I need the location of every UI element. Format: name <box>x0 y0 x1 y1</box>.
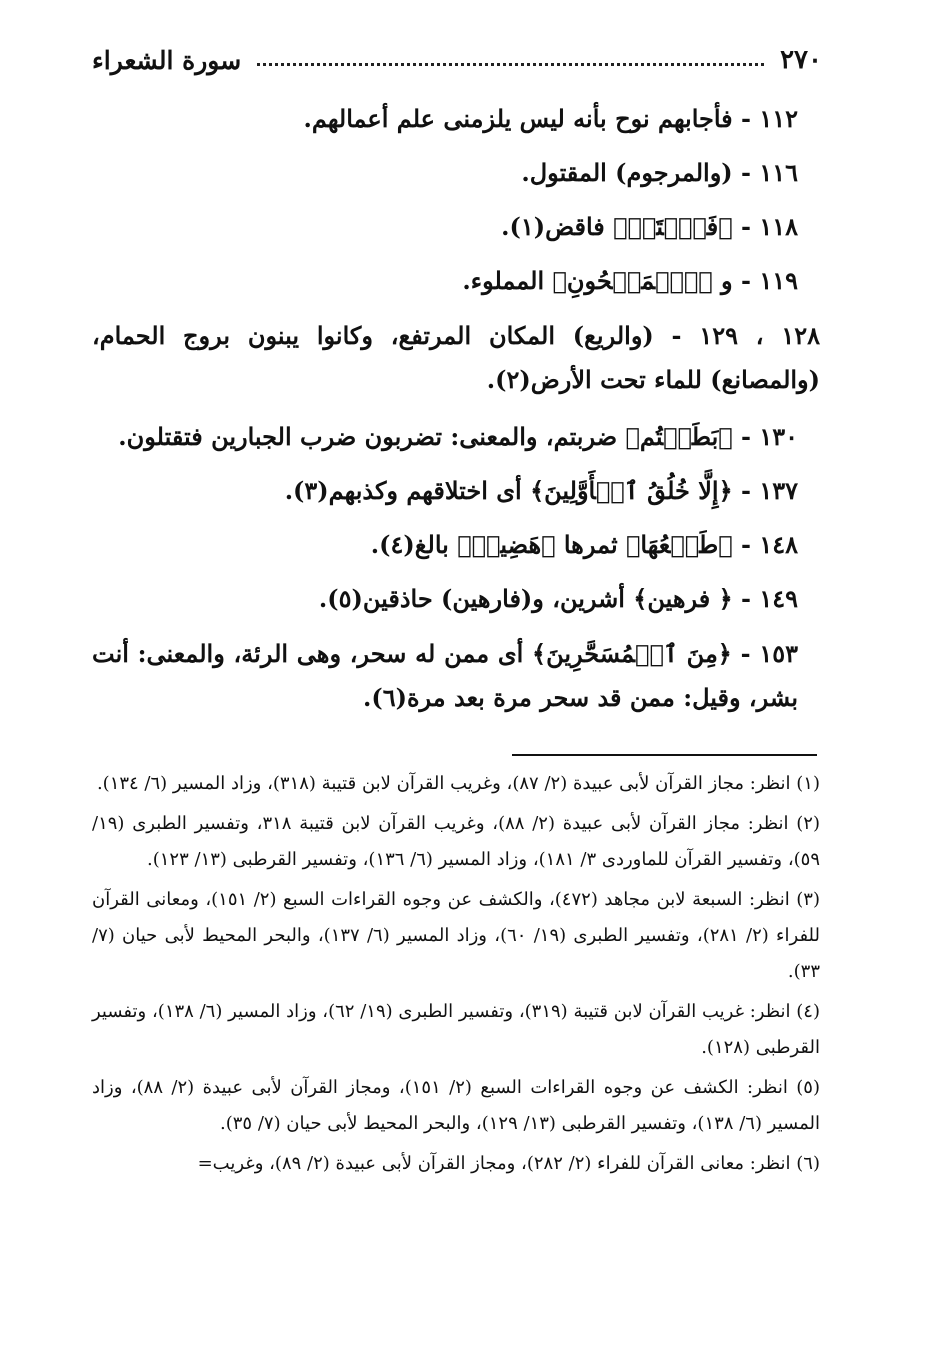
page-number: ٢٧٠ <box>780 45 822 75</box>
verse-entry-118: ١١٨ - ﴿فَٱفۡتَحۡ﴾ فاقض(١). <box>501 212 798 241</box>
footnotes <box>92 766 820 1186</box>
footnote-1: (١) انظر: مجاز القرآن لأبى عبيدة (٢/ ٨٧)، وغريب القرآن لابن قتيبة (٣١٨)، وزاد المسير (٦/ ١٣٤). <box>96 773 820 794</box>
footnote-separator <box>512 754 817 756</box>
verse-entry-137: ١٣٧ - ﴿إِلَّا خُلُقُ ٱلۡأَوَّلِينَ﴾ أى اختلاقهم وكذبهم(٣). <box>284 476 798 505</box>
footnote-5: (٥) انظر: الكشف عن وجوه القراءات السبع (٢/ ١٥١)، ومجاز القرآن لأبى عبيدة (٢/ ٨٨)، وزاد المسير (٦/ ١٣٨)، وتفسير القرطبى (١٣/ ١٢٩)، والبحر المحيط لأبى حيان (٧/ ٣٥). <box>92 1077 820 1134</box>
verse-entry-149: ١٤٩ - ﴿ فرهين﴾ أشرين، و(فارهين) حاذقين(٥). <box>318 584 798 613</box>
verse-entry-153: ١٥٣ - ﴿مِنَ ٱلۡمُسَحَّرِينَ﴾ أى ممن له سحر، وهى الرئة، والمعنى: أنت بشر، وقيل: ممن قد سحر مرة بعد مرة(٦). <box>92 639 798 712</box>
verse-entry-130: ١٣٠ - ﴿بَطَشۡتُم﴾ ضربتم، والمعنى: تضربون ضرب الجبارين فتقتلون. <box>118 422 798 451</box>
verse-entry-148: ١٤٨ - ﴿طَلۡعُهَا﴾ ثمرها ﴿هَضِيمٞ﴾ بالغ(٤). <box>370 530 798 559</box>
footnote-6: (٦) انظر: معانى القرآن للفراء (٢/ ٢٨٢)، ومجاز القرآن لأبى عبيدة (٢/ ٨٩)، وغريب= <box>197 1153 820 1174</box>
verse-entry-116: ١١٦ - (والمرجوم) المقتول. <box>521 158 798 187</box>
running-header <box>92 40 822 81</box>
verse-entry-119: ١١٩ - و ﴿ٱلۡمَشۡحُونِ﴾ المملوء. <box>462 266 798 295</box>
verse-entry-128-129: ١٢٨ ، ١٢٩ - (والريع) المكان المرتفع، وكانوا يبنون بروج الحمام، (والمصانع) للماء تحت الأرض(٢). <box>92 321 820 394</box>
header-dotted-leader <box>257 63 764 66</box>
verse-entry-112: ١١٢ - فأجابهم نوح بأنه ليس يلزمنى علم أعمالهم. <box>303 104 798 133</box>
footnote-2: (٢) انظر: مجاز القرآن لأبى عبيدة (٢/ ٨٨)، وغريب القرآن لابن قتيبة ٣١٨، وتفسير الطبرى (١٩/ ٥٩)، وتفسير القرآن للماوردى ٣/ ١٨١)، وزاد المسير (٦/ ١٣٦)، وتفسير القرطبى (١٣/ ١٢٣). <box>92 813 820 870</box>
footnote-4: (٤) انظر: غريب القرآن لابن قتيبة (٣١٩)، وتفسير الطبرى (١٩/ ٦٢)، وزاد المسير (٦/ ١٣٨)، وتفسير القرطبى (١٢٨). <box>92 1001 820 1058</box>
commentary-body <box>92 92 820 728</box>
footnote-3: (٣) انظر: السبعة لابن مجاهد (٤٧٢)، والكشف عن وجوه القراءات السبع (٢/ ١٥١)، ومعانى القرآن للفراء (٢/ ٢٨١)، وتفسير الطبرى (١٩/ ٦٠)، وزاد المسير (٦/ ١٣٧)، والبحر المحيط لأبى حيان (٧/ ٣٣). <box>92 889 820 982</box>
surah-title: سورة الشعراء <box>92 45 242 75</box>
